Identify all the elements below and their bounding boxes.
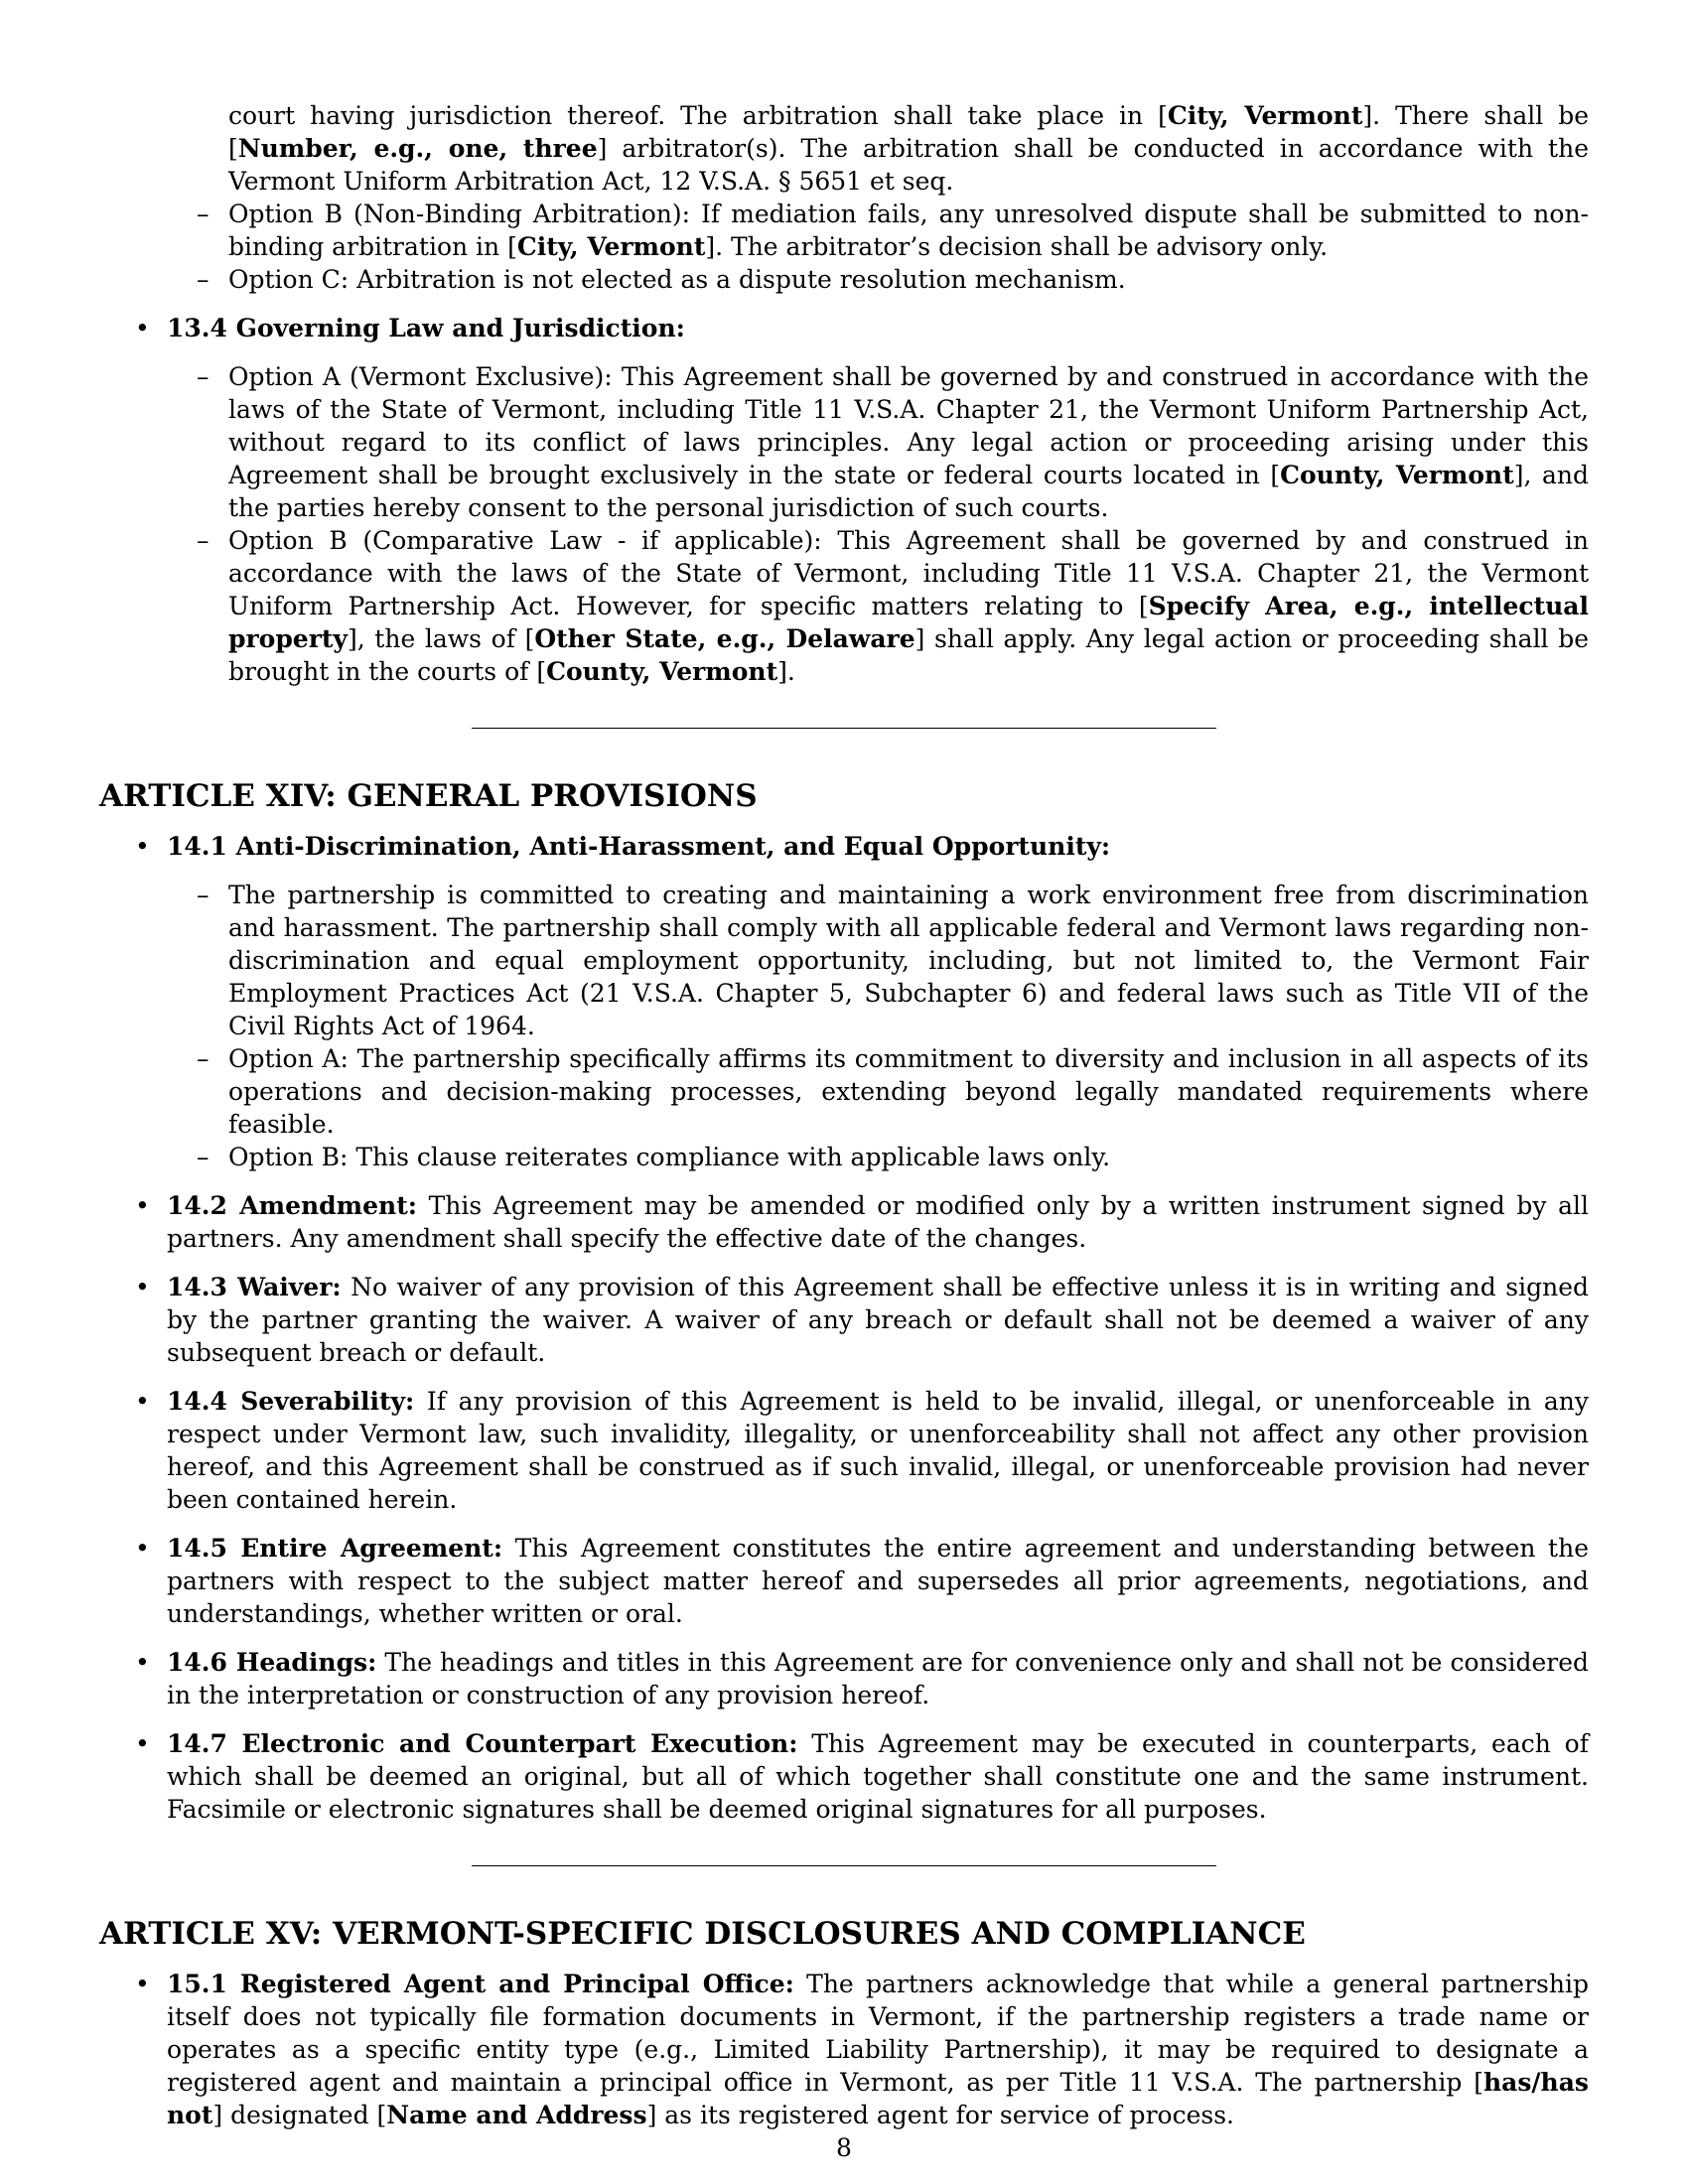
section-text: This Agreement may be amended or modified only by a written instrument signed by all partners. Any amendment shall specify the effective date of the changes. xyxy=(167,1191,1589,1253)
section-14-6 xyxy=(99,1646,1589,1711)
section-text: If any provision of this Agreement is held to be invalid, illegal, or unenforceable in any respect under Vermont law, such invalidity, illegality, or unenforceability shall not affect any other provision hereof, and this Agreement shall be construed as if such invalid, illegal, or unenforceable provision had never been contained herein. xyxy=(167,1387,1589,1514)
section-text: This Agreement may be executed in counterparts, each of which shall be deemed an original, but all of which together shall constitute one and the same instrument. Facsimile or electronic signatures shall be deemed original signatures for all purposes. xyxy=(167,1729,1589,1824)
text: ] arbitrator(s). The arbitration shall be conducted in accordance with the Vermont Uniform Arbitration Act, 12 V.S.A. § 5651 et seq. xyxy=(228,134,1589,196)
bullet-marker: • xyxy=(135,1970,150,1998)
section-text: The partners acknowledge that while a general partnership itself does not typically file formation documents in Vermont, if the partnership registers a trade name or operates as a specific entity type (e.g., Limited Liability Partnership), it may be required to designate a registered agent and maintain a principal office in Vermont, as per Title 11 V.S.A. The partnership [ xyxy=(167,1970,1589,2097)
section-14-3 xyxy=(99,1271,1589,1369)
dash-marker: – xyxy=(197,265,210,294)
text: ] shall apply. Any legal action or proceeding shall be brought in the courts of [ xyxy=(228,624,1589,686)
section-14-5 xyxy=(99,1532,1589,1630)
bullet-marker: • xyxy=(135,1273,150,1301)
option-c-no-arbitration xyxy=(167,263,1589,296)
section-text: No waiver of any provision of this Agreement shall be effective unless it is in writing and signed by the partner granting the waiver. A waiver of any breach or default shall not be deemed a waiver of any subsequent breach or default. xyxy=(167,1273,1589,1367)
bullet-marker: • xyxy=(135,314,150,342)
section-15-1 xyxy=(99,1968,1589,2131)
placeholder-county: County, Vermont xyxy=(1280,461,1514,489)
section-13-3-continuation xyxy=(228,99,1589,198)
placeholder-city: City, Vermont xyxy=(1167,101,1363,130)
text: Option B (Comparative Law - if applicable): This Agreement shall be governed by and construed in accordance with the laws of the State of Vermont, including Title 11 V.S.A. Chapter 21, the Vermont Uniform Partnership Act. However, for specific matters relating to [ xyxy=(228,526,1589,620)
placeholder-city: City, Vermont xyxy=(516,232,706,261)
section-14-7 xyxy=(99,1727,1589,1826)
text: Option A: The partnership specifically affirms its commitment to diversity and inclusion in all aspects of its operations and decision-making processes, extending beyond legally mandated requirements where feasible. xyxy=(228,1044,1589,1139)
text: Option C: Arbitration is not elected as a dispute resolution mechanism. xyxy=(228,265,1126,294)
section-heading: 14.5 Entire Agreement: xyxy=(167,1534,503,1563)
bullet-marker: • xyxy=(135,1534,150,1563)
section-heading: 14.6 Headings: xyxy=(167,1648,377,1677)
section-divider xyxy=(472,728,1216,729)
section-13-4 xyxy=(99,312,1589,344)
text: court having jurisdiction thereof. The arbitration shall take place in [ xyxy=(228,101,1168,130)
page-content xyxy=(99,99,1589,2147)
section-heading: 14.4 Severability: xyxy=(167,1387,415,1416)
text: ]. The arbitrator’s decision shall be advisory only. xyxy=(705,232,1329,261)
section-text: The headings and titles in this Agreement are for convenience only and shall not be considered in the interpretation or construction of any provision hereof. xyxy=(167,1648,1589,1709)
option-b-nonbinding xyxy=(167,198,1589,263)
option-list-13-3 xyxy=(99,198,1589,296)
placeholder-has-has-not: has/has not xyxy=(167,2068,1589,2129)
section-heading: 14.2 Amendment: xyxy=(167,1191,417,1220)
placeholder-area: Specify Area, e.g., intellectual property xyxy=(228,592,1589,653)
dash-marker: – xyxy=(197,1143,210,1171)
text: Option B: This clause reiterates compliance with applicable laws only. xyxy=(228,1143,1111,1171)
article-xiv-list xyxy=(99,830,1589,863)
text: ]. There shall be [ xyxy=(228,101,1590,163)
bullet-marker: • xyxy=(135,1648,150,1677)
section-divider xyxy=(472,1865,1216,1866)
page-number: 8 xyxy=(836,2133,852,2162)
text: ]. xyxy=(777,657,795,686)
text: ], and the parties hereby consent to the personal jurisdiction of such courts. xyxy=(228,461,1590,522)
section-heading: 14.3 Waiver: xyxy=(167,1273,342,1301)
option-a-diversity xyxy=(167,1042,1589,1141)
option-list-13-4 xyxy=(99,360,1589,688)
section-text: ] as its registered agent for service of process. xyxy=(646,2101,1234,2129)
placeholder-county: County, Vermont xyxy=(546,657,778,686)
text: The partnership is committed to creating and maintaining a work environment free from discrimination and harassment. The partnership shall comply with all applicable federal and Vermont laws regarding non-discrimination and equal employment opportunity, including, but not limited to, the Vermont Fair Employment Practices Act (21 V.S.A. Chapter 5, Subchapter 6) and federal laws such as Title VII of the Civil Rights Act of 1964. xyxy=(228,881,1589,1040)
article-xiv-title: ARTICLE XIV: GENERAL PROVISIONS xyxy=(99,778,758,814)
bullet-marker: • xyxy=(135,832,150,861)
placeholder-number: Number, e.g., one, three xyxy=(237,134,598,163)
dash-marker: – xyxy=(197,362,210,391)
section-13-4-list xyxy=(99,312,1589,344)
bullet-marker: • xyxy=(135,1387,150,1416)
bullet-marker: • xyxy=(135,1191,150,1220)
section-14-2 xyxy=(99,1189,1589,1255)
anti-discrimination-statement xyxy=(167,879,1589,1042)
bullet-marker: • xyxy=(135,1729,150,1758)
option-a-continuation xyxy=(228,99,1589,198)
section-text: ] designated [ xyxy=(212,2101,387,2129)
section-14-4 xyxy=(99,1385,1589,1516)
section-heading: 14.1 Anti-Discrimination, Anti-Harassment, and Equal Opportunity: xyxy=(167,832,1111,861)
section-heading: 13.4 Governing Law and Jurisdiction: xyxy=(167,314,685,342)
dash-marker: – xyxy=(197,1044,210,1073)
article-xiv-sections xyxy=(99,1189,1589,1826)
option-b-comparative-law xyxy=(167,524,1589,688)
section-14-1 xyxy=(99,830,1589,863)
article-xv-sections xyxy=(99,1968,1589,2131)
dash-marker: – xyxy=(197,200,210,228)
article-xv-title: ARTICLE XV: VERMONT-SPECIFIC DISCLOSURES AND COMPLIANCE xyxy=(99,1916,1306,1952)
text: ], the laws of [ xyxy=(347,624,535,653)
dash-marker: – xyxy=(197,526,210,555)
section-heading: 14.7 Electronic and Counterpart Execution: xyxy=(167,1729,798,1758)
text: Option B (Non-Binding Arbitration): If mediation fails, any unresolved dispute shall be submitted to non-binding arbitration in [ xyxy=(228,200,1589,261)
placeholder-name-address: Name and Address xyxy=(386,2101,647,2129)
section-heading: 15.1 Registered Agent and Principal Office: xyxy=(167,1970,794,1998)
placeholder-state: Other State, e.g., Delaware xyxy=(534,624,915,653)
dash-marker: – xyxy=(197,881,210,909)
text: Option A (Vermont Exclusive): This Agreement shall be governed by and construed in accordance with the laws of the State of Vermont, including Title 11 V.S.A. Chapter 21, the Vermont Uniform Partnership Act, without regard to its conflict of laws principles. Any legal action or proceeding arising under this Agreement shall be brought exclusively in the state or federal courts located in [ xyxy=(228,362,1589,489)
option-a-vermont-exclusive xyxy=(167,360,1589,524)
option-b-compliance xyxy=(167,1141,1589,1173)
option-list-14-1 xyxy=(99,879,1589,1173)
section-text: This Agreement constitutes the entire agreement and understanding between the partners with respect to the subject matter hereof and supersedes all prior agreements, negotiations, and understandings, whether written or oral. xyxy=(167,1534,1589,1628)
